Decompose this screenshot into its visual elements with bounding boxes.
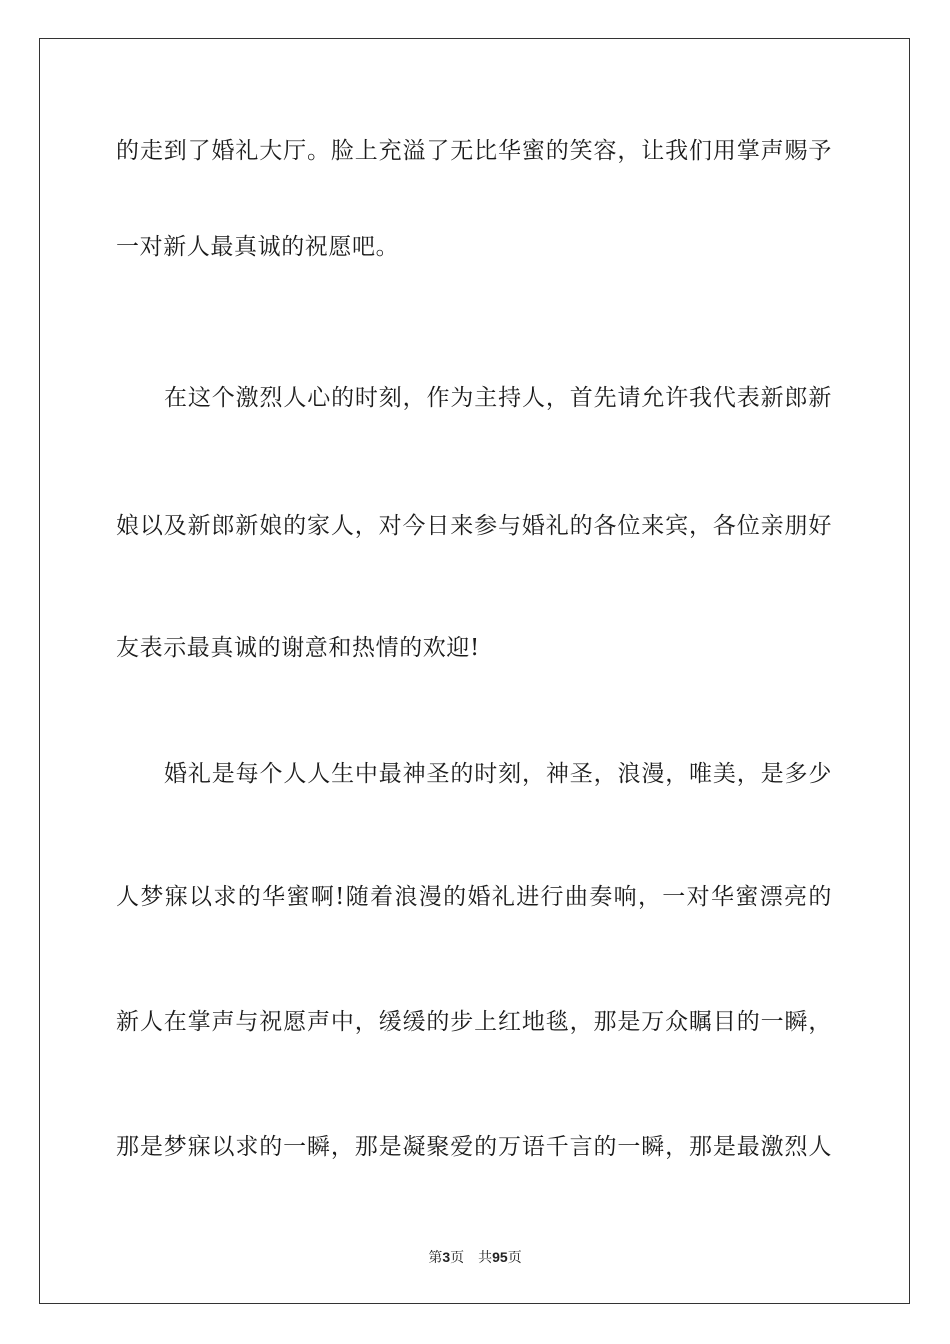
page-number: 3 <box>442 1249 451 1265</box>
page-prefix: 第 <box>428 1250 443 1266</box>
page-border <box>39 38 910 1304</box>
page-suffix: 页 <box>450 1250 465 1266</box>
body-line: 娘以及新郎新娘的家人，对今日来参与婚礼的各位来宾，各位亲朋好 <box>116 513 832 539</box>
body-line: 新人在掌声与祝愿声中，缓缓的步上红地毯，那是万众瞩目的一瞬， <box>116 1009 832 1035</box>
body-line: 一对新人最真诚的祝愿吧。 <box>116 234 400 260</box>
body-line: 那是梦寐以求的一瞬，那是凝聚爱的万语千言的一瞬，那是最激烈人 <box>116 1134 832 1160</box>
total-prefix: 共 <box>478 1250 493 1266</box>
page-footer <box>0 1248 950 1267</box>
total-pages: 95 <box>492 1249 508 1265</box>
body-line: 友表示最真诚的谢意和热情的欢迎! <box>116 635 480 661</box>
body-line: 的走到了婚礼大厅。脸上充溢了无比华蜜的笑容，让我们用掌声赐予 <box>116 138 832 164</box>
body-line: 婚礼是每个人人生中最神圣的时刻，神圣，浪漫，唯美，是多少 <box>164 761 832 787</box>
total-suffix: 页 <box>507 1250 522 1266</box>
body-line: 在这个激烈人心的时刻，作为主持人，首先请允许我代表新郎新 <box>164 385 832 411</box>
body-line: 人梦寐以求的华蜜啊!随着浪漫的婚礼进行曲奏响，一对华蜜漂亮的 <box>116 884 832 910</box>
